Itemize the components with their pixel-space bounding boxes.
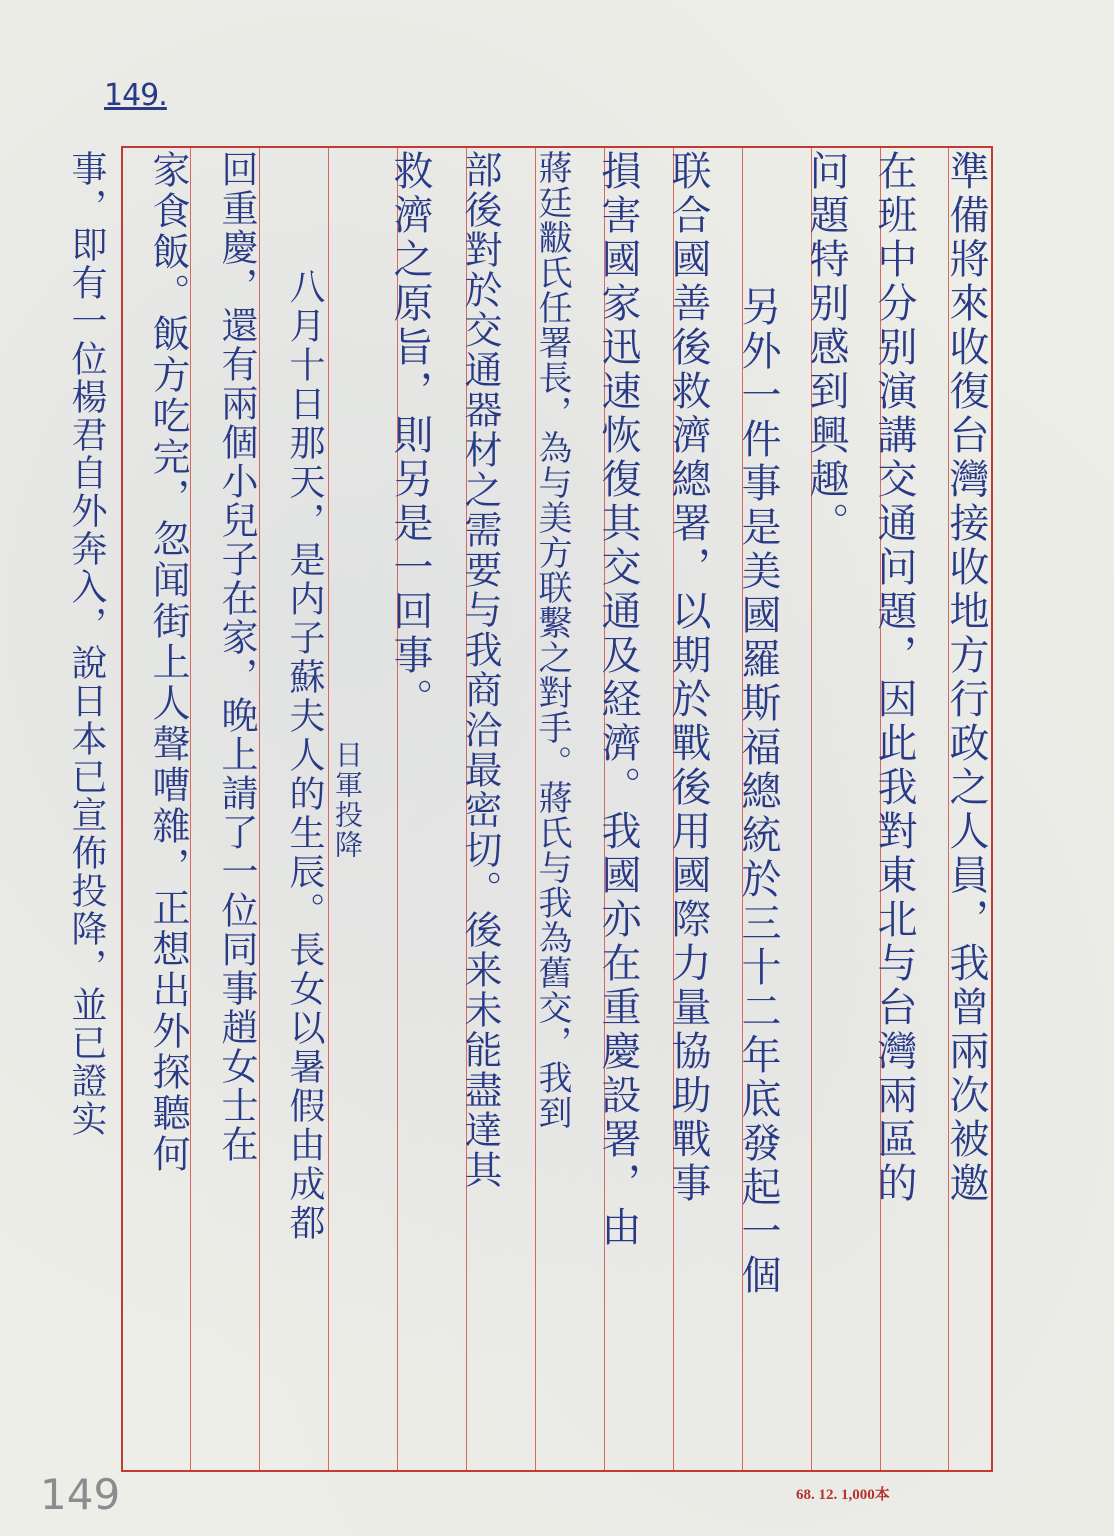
margin-annotation: 日軍投降 — [331, 740, 364, 860]
text-column-10: 八月十日那天，是内子蘇夫人的生辰。長女以暑假由成都 — [284, 268, 325, 1243]
text-column-6: 損害國家迅速恢復其交通及経濟。我國亦在重慶設署，由 — [595, 150, 641, 1250]
text-column-8: 部後對於交通器材之需要与我商洽最密切。後来未能盡達其 — [458, 150, 502, 1190]
text-column-7: 蔣廷黻氏任署長，為与美方联繫之對手。蔣氏与我為舊交，我到 — [532, 150, 572, 1130]
text-column-1: 準備將來收復台灣接收地方行政之人員，我曾兩次被邀 — [943, 150, 989, 1206]
text-column-3: 问題特别感到興趣。 — [803, 150, 849, 546]
text-column-9: 救濟之原旨，則另是一回事。 — [387, 150, 433, 722]
text-column-5: 联合國善後救濟總署，以期於戰後用國際力量協助戰事 — [665, 150, 711, 1206]
page-number-bottom: 149 — [40, 1470, 121, 1519]
text-column-11: 回重慶，還有兩個小兒子在家，晚上請了一位同事趙女士在 — [215, 150, 258, 1164]
text-column-2: 在班中分别演講交通问題，因此我對東北与台灣兩區的 — [871, 150, 917, 1206]
text-column-12: 家食飯。飯方吃完，忽闻街上人聲嘈雜，正想出外探聽何 — [146, 150, 190, 1175]
printer-mark: 68. 12. 1,000本 — [796, 1487, 890, 1503]
page-number-top: 149. — [104, 78, 167, 113]
text-column-13: 事，即有一位楊君自外奔入，說日本已宣佈投降，並已證实 — [66, 150, 107, 1138]
text-column-4: 另外一件事是美國羅斯福總統於三十二年底發起一個 — [735, 286, 781, 1298]
